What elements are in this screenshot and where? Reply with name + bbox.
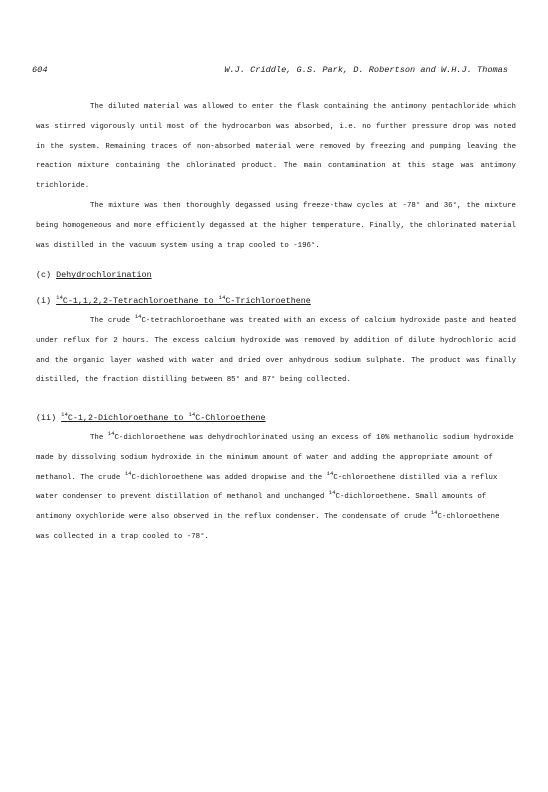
paragraph-absorption: The diluted material was allowed to enter the flask containing the antimony pentachloride which was stirred vigorously until most of the hydrocarbon was absorbed, i.e. no further pressure drop was noted in the system. Remaining traces of non-absorbed material were removed by freezing and pumping leaving the reaction mixture containing the chlorinated product. The main contamination at this stage was antimony trichloride.: [36, 103, 516, 191]
para-text: C-tetrachloroethane was treated with an excess of calcium hydroxide paste and heated under reflux for 2 hours. The excess calcium hydroxide was removed by addition of dilute hydrochloric acid and the organic layer washed with water and dried over anhydrous sodium sulphate. The product was finally distilled, the fraction distilling between 85° and 87° being collected.: [36, 316, 516, 385]
sub-title-to: C-Chloroethene: [195, 413, 266, 424]
paragraph-chloroethene: [36, 429, 516, 548]
isotope-sup: 14: [188, 411, 196, 419]
para-text: The: [90, 433, 104, 442]
paragraph-trichloroethene: [36, 312, 516, 391]
sub-title: [61, 413, 265, 423]
isotope-sup: 14: [326, 469, 334, 477]
subheading-i: [36, 292, 516, 312]
subheading-ii: [36, 409, 516, 429]
isotope-sup: 14: [56, 294, 63, 302]
body-text: [36, 98, 516, 548]
para-text: C-dichloroethene was dehydrochlorinated using an excess of 10% methanolic sodium hydroxide made by dissolving sodium hydroxide in the minimum amount of water and adding the appropriate amount of methanol. The crude: [36, 433, 514, 482]
sub-title: [56, 296, 311, 306]
isotope-sup: 14: [328, 489, 336, 497]
para-text: The crude: [90, 316, 131, 325]
page-number: 604: [32, 65, 48, 75]
sub-label: (ii): [36, 413, 57, 424]
isotope-sup: 14: [61, 411, 68, 419]
isotope-sup: 14: [124, 469, 132, 477]
sub-title-from: C-1,1,2,2-Tetrachloroethane to: [62, 296, 214, 307]
sub-title-to: C-Trichloroethene: [225, 296, 311, 307]
isotope-sup: 14: [134, 312, 142, 320]
isotope-sup: 14: [430, 509, 438, 517]
section-title: Dehydrochlorination: [56, 270, 152, 281]
header-authors: W.J. Criddle, G.S. Park, D. Robertson and W.H.J. Thomas: [224, 65, 508, 75]
section-heading-c: [36, 266, 516, 286]
para-text: C-dichloroethene. Small amounts of antimony oxychloride were also observed in the reflux condenser. The condensate of crude: [36, 493, 487, 522]
isotope-sup: 14: [218, 294, 226, 302]
isotope-sup: 14: [107, 429, 115, 437]
paragraph-degassing: The mixture was then thoroughly degassed using freeze-thaw cycles at -78° and 36°, the mixture being homogeneous and more efficiently degassed at the higher temperature. Finally, the chlorinated material was distilled in the vacuum system using a trap cooled to -196°.: [36, 201, 516, 250]
para-text: C-dichloroethene was added dropwise and the: [131, 473, 323, 482]
para-text: C-chloroethene was collected in a trap cooled to -78°.: [36, 513, 500, 541]
sub-title-from: C-1,2-Dichloroethane to: [67, 413, 184, 424]
section-label: (c): [36, 270, 52, 281]
sub-label: (i): [36, 296, 52, 307]
para-text: C-chloroethene distilled via a reflux water condenser to prevent distillation of methanol and unchanged: [36, 473, 498, 502]
